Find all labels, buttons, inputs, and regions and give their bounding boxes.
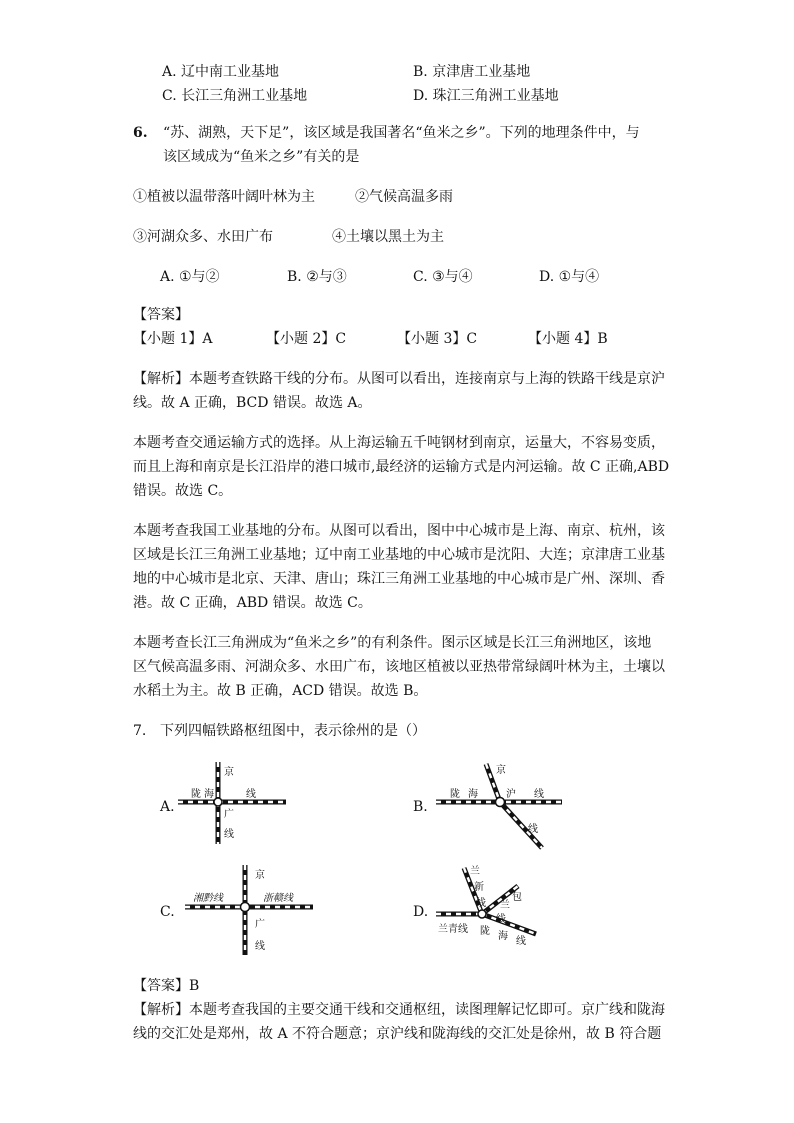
- fig-c-xiangqian-label: 湘黔线: [193, 893, 223, 904]
- fig-d-xian2-label: 线: [496, 914, 506, 925]
- fig-d-xin-label: 新: [474, 882, 484, 893]
- railway-junction-figure-a: [178, 762, 288, 844]
- q7-analysis-line2: 线的交汇处是郑州，故 A 不符合题意；京沪线和陇海线的交汇处是徐州，故 B 符合题: [133, 1026, 662, 1042]
- analysis-p3-line2: 区域是长江三角洲工业基地；辽中南工业基地的中心城市是沈阳、大连；京津唐工业基: [133, 547, 665, 563]
- fig-b-hu-label: 沪: [506, 789, 516, 800]
- railway-junction-figure-b: [436, 762, 564, 850]
- q6-stem-line2: 该区域成为“鱼米之乡”有关的是: [163, 149, 360, 165]
- q6-stem-line1: “苏、湖熟，天下足”，该区域是我国著名“鱼米之乡”。下列的地理条件中，与: [163, 125, 640, 141]
- fig-a-jing-label: 京: [224, 767, 234, 778]
- q6-item-3: ③河湖众多、水田广布: [133, 229, 273, 245]
- analysis-p1-line2: 线。故 A 正确，BCD 错误。故选 A。: [133, 395, 372, 411]
- q6-option-b: B. ②与③: [287, 269, 347, 285]
- fig-d-xian-label: 线: [476, 898, 486, 909]
- fig-a-hai-label: 海: [204, 789, 214, 800]
- answer-sub-2: 【小题 2】C: [266, 331, 347, 347]
- analysis-p4-line1: 本题考查长江三角洲成为“鱼米之乡”的有利条件。图示区域是长江三角洲地区，该地: [133, 635, 652, 651]
- fig-b-xian-right-label: 线: [534, 789, 544, 800]
- fig-a-guang-label: 广: [224, 809, 234, 820]
- q6-item-4: ④土壤以黑土为主: [332, 229, 444, 245]
- fig-c-zhegan-label: 浙赣线: [263, 893, 293, 904]
- q7-analysis-line1: 【解析】本题考查我国的主要交通干线和交通枢纽，读图理解记忆即可。京广线和陇海: [133, 1002, 665, 1018]
- fig-b-xian-bottom-label: 线: [528, 824, 538, 835]
- analysis-p2-line3: 错误。故选 C。: [133, 483, 233, 499]
- q6-option-d: D. ①与④: [539, 269, 600, 285]
- fig-d-hai-label: 海: [498, 931, 508, 942]
- q5-option-c: C. 长江三角洲工业基地: [162, 88, 308, 104]
- fig-a-long-label: 陇: [191, 789, 201, 800]
- fig-c-jing-label: 京: [255, 870, 265, 881]
- q7-label-c: C.: [160, 904, 175, 920]
- analysis-p4-line3: 水稻土为主。故 B 正确，ACD 错误。故选 B。: [133, 683, 428, 699]
- fig-a-xian-bottom-label: 线: [224, 829, 234, 840]
- q7-label-a: A.: [160, 799, 175, 815]
- fig-d-xian3-label: 线: [516, 936, 526, 946]
- fig-b-jing-label: 京: [496, 765, 506, 776]
- railway-junction-figure-c: [185, 865, 313, 955]
- answer-sub-3: 【小题 3】C: [397, 331, 478, 347]
- fig-d-lan2-label: 兰: [500, 900, 510, 911]
- analysis-p1-line1: 【解析】本题考查铁路干线的分布。从图可以看出，连接南京与上海的铁路干线是京沪: [133, 371, 665, 387]
- analysis-p4-line2: 区气候高温多雨、河湖众多、水田广布，该地区植被以亚热带常绿阔叶林为主，土壤以: [133, 659, 665, 675]
- q5-option-a: A. 辽中南工业基地: [162, 64, 280, 80]
- q6-option-c: C. ③与④: [413, 269, 473, 285]
- analysis-p3-line3: 地的中心城市是北京、天津、唐山；珠江三角洲工业基地的中心城市是广州、深圳、香: [133, 571, 665, 587]
- analysis-p3-line4: 港。故 C 正确，ABD 错误。故选 C。: [133, 595, 372, 611]
- q5-option-d: D. 珠江三角洲工业基地: [413, 88, 559, 104]
- q7-label-b: B.: [413, 799, 428, 815]
- q7-number: 7.: [133, 723, 147, 739]
- analysis-p2-line2: 而且上海和南京是长江沿岸的港口城市,最经济的运输方式是内河运输。故 C 正确,ABD: [133, 459, 670, 475]
- q6-item-2: ②气候高温多雨: [355, 189, 453, 205]
- q5-option-b: B. 京津唐工业基地: [413, 64, 531, 80]
- fig-b-long-label: 陇: [450, 789, 460, 800]
- fig-a-xian-right-label: 线: [246, 789, 256, 800]
- railway-junction-figure-d: [436, 862, 544, 946]
- q6-option-a: A. ①与②: [160, 269, 220, 285]
- analysis-p3-line1: 本题考查我国工业基地的分布。从图可以看出，图中中心城市是上海、南京、杭州，该: [133, 523, 665, 539]
- q7-stem: 下列四幅铁路枢纽图中，表示徐州的是（）: [160, 723, 426, 739]
- answer-heading: 【答案】: [133, 307, 189, 323]
- answer-sub-4: 【小题 4】B: [528, 331, 608, 347]
- fig-d-lan-label: 兰: [470, 866, 480, 877]
- fig-c-xian-label: 线: [255, 941, 265, 952]
- fig-b-hai-label: 海: [468, 789, 478, 800]
- fig-d-lanqing-label: 兰青线: [438, 924, 468, 935]
- analysis-p2-line1: 本题考查交通运输方式的选择。从上海运输五千吨钢材到南京，运量大，不容易变质，: [133, 435, 665, 451]
- q6-number: 6.: [133, 125, 148, 141]
- fig-d-bao-label: 包: [512, 892, 522, 903]
- q6-item-1: ①植被以温带落叶阔叶林为主: [133, 189, 315, 205]
- q7-answer: 【答案】B: [133, 978, 200, 994]
- fig-d-long-label: 陇: [480, 926, 490, 937]
- q7-label-d: D.: [413, 904, 429, 920]
- fig-c-guang-label: 广: [255, 919, 265, 930]
- answer-sub-1: 【小题 1】A: [133, 331, 213, 347]
